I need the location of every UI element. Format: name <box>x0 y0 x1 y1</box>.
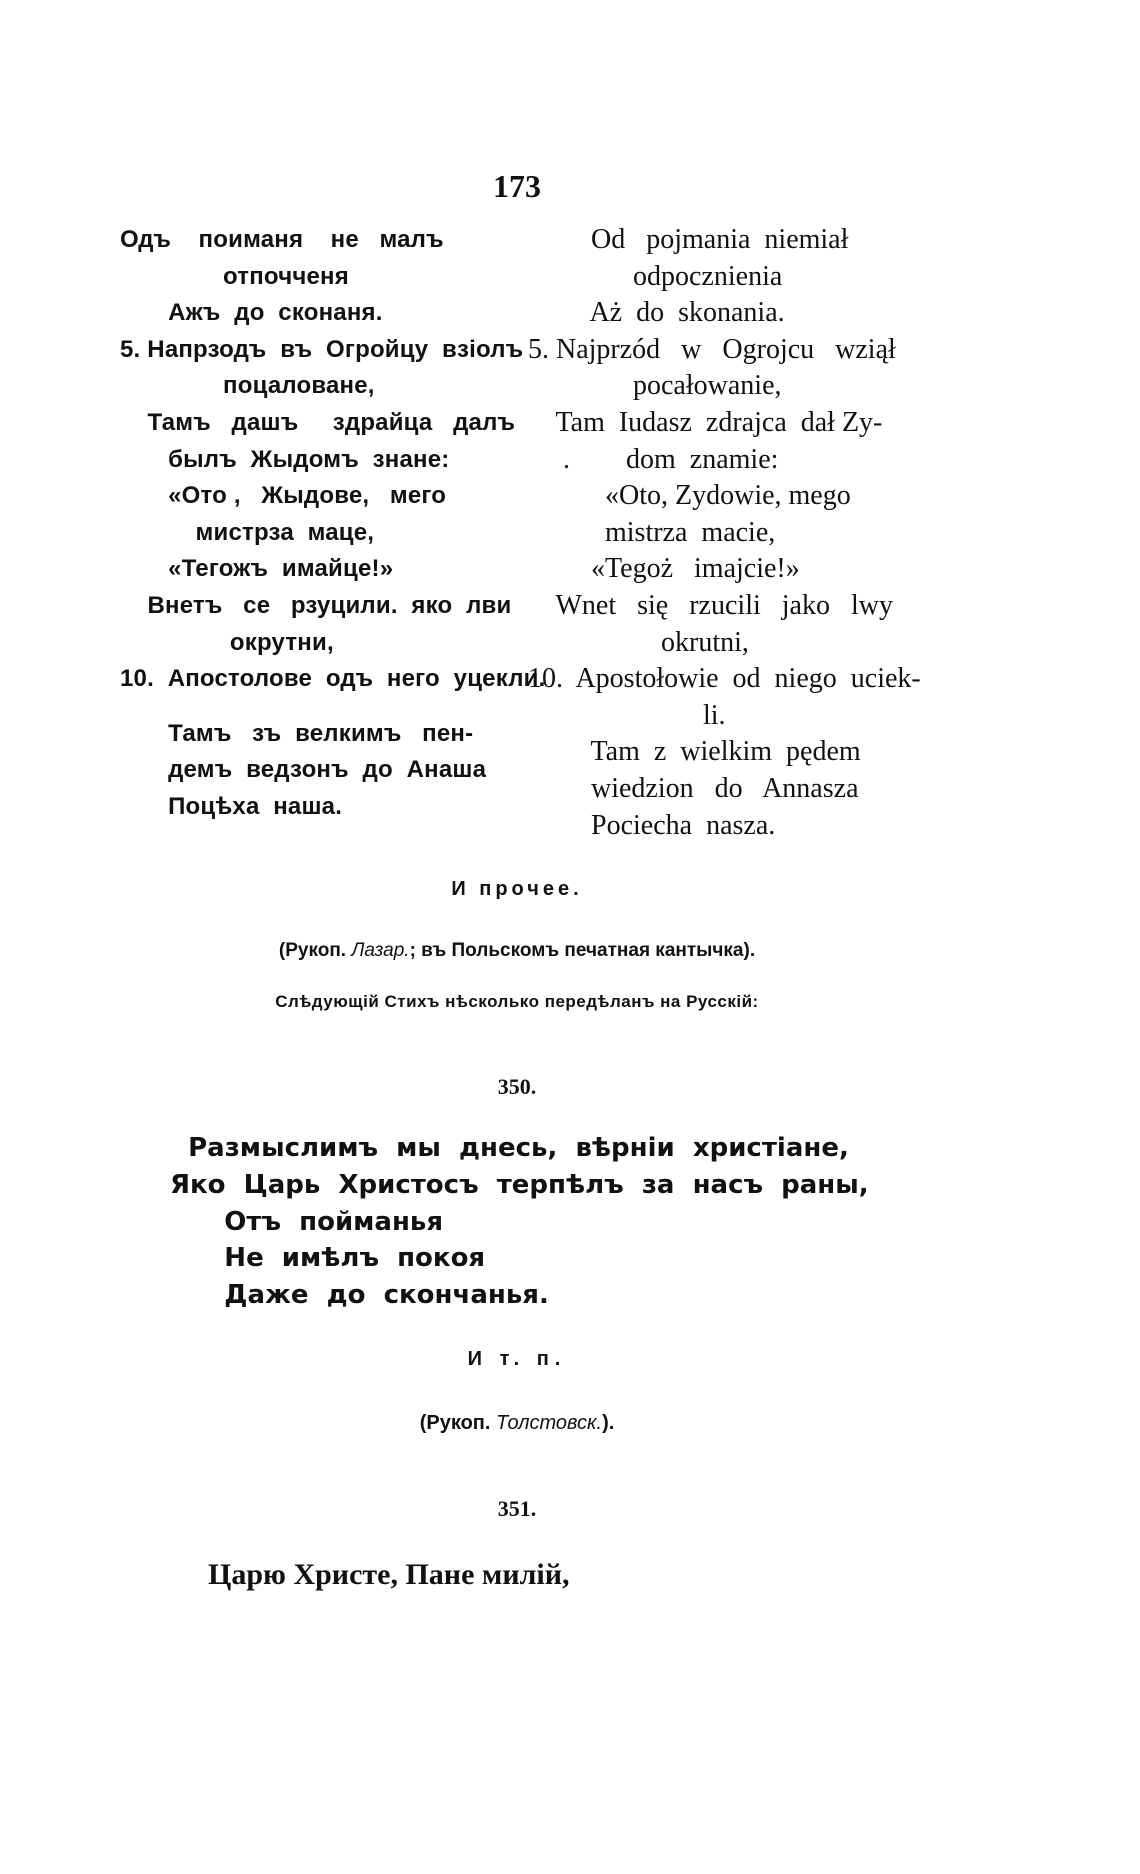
editorial-note: Слѣдующiй Стихъ нѣсколько передѣланъ на Русскiй: <box>275 992 759 1011</box>
russian-verse-line: окрутни, <box>120 628 334 656</box>
polish-verse-line: okrutni, <box>528 626 749 658</box>
polish-verse-line: «Oto, Zydowie, mego <box>528 480 851 512</box>
poem-line: Не имѣлъ покоя <box>170 1243 486 1274</box>
russian-verse-line <box>120 698 520 716</box>
etc-marker: И прочее. <box>451 878 583 900</box>
polish-verse-line: «Tegoż imajcie!» <box>528 553 800 585</box>
polish-column <box>528 222 928 844</box>
russian-verse-line: «Ото , Жыдове, мего <box>120 482 447 510</box>
russian-verse-line: демъ ведзонъ до Анаша <box>120 756 487 784</box>
russian-verse-line: мистрза маце, <box>120 518 375 546</box>
source-citation <box>0 940 1034 962</box>
russian-verse-line: Ажъ до сконаня. <box>120 299 383 327</box>
source-open: (Рукоп. <box>419 1412 496 1434</box>
source-rest: ). <box>602 1412 615 1434</box>
poem-line: Даже до скончанья. <box>170 1280 549 1311</box>
russian-verse-line: 5. Напрзодъ въ Огройцу взiолъ <box>120 335 524 363</box>
etc-marker-2: И т. п. <box>467 1348 567 1370</box>
polish-verse-line: pocałowanie, <box>528 370 782 402</box>
russian-verse-line: Тамъ зъ велкимъ пен- <box>120 719 474 747</box>
polish-verse-line: . dom znamie: <box>528 443 779 475</box>
page-number: 173 <box>493 168 541 204</box>
source-manuscript-name: Лазар. <box>351 940 410 961</box>
source-open: (Рукоп. <box>278 940 352 961</box>
polish-verse-line: 5. Najprzód w Ogrojcu wziął <box>528 333 896 365</box>
polish-verse-line: Tam z wielkim pędem <box>528 736 861 768</box>
russian-verse-line: Поцѣха наша. <box>120 792 343 820</box>
poem-line: Отъ пойманья <box>170 1206 444 1237</box>
poem-number-2: 351. <box>497 1496 537 1521</box>
poem-351-first-line: Царю Христе, Пане милiй, <box>208 1558 570 1591</box>
poem-number: 350. <box>497 1074 537 1099</box>
polish-verse-line: Od pojmania niemiał <box>528 224 849 255</box>
source-rest: ; въ Польскомъ печатная кантычка). <box>409 940 756 961</box>
russian-verse-line: отпочченя <box>120 262 349 290</box>
russian-column <box>120 222 546 826</box>
polish-verse-line: odpocznienia <box>528 260 783 292</box>
poem-line: Размыслимъ мы днесь, вѣрнiи христiане, <box>170 1133 849 1163</box>
russian-verse-line: 10. Апостолове одъ него уцекли. <box>120 665 546 693</box>
russian-verse-line: Одъ поиманя не малъ <box>120 226 444 253</box>
russian-verse-line: Внетъ се рзуцили. яко лви <box>120 591 512 619</box>
polish-verse-line: Pociecha nasza. <box>528 809 776 841</box>
russian-verse-line: Тамъ дашъ здрайца далъ <box>120 408 516 436</box>
polish-verse-line: Aż do skonania. <box>528 297 785 329</box>
poem-line: Яко Царь Христосъ терпѣлъ за насъ раны, <box>170 1169 869 1200</box>
polish-verse-line: Wnet się rzucili jako lwy <box>528 589 893 621</box>
polish-verse-line: li. <box>528 699 726 731</box>
russian-verse-line: поцаловане, <box>120 372 375 400</box>
polish-verse-line: 10. Apostołowie od niego uciek- <box>528 663 921 695</box>
polish-verse-line: Tam Iudasz zdrajca dał Zy- <box>528 406 883 438</box>
poem-350 <box>170 1130 870 1314</box>
source-citation-2 <box>0 1412 1034 1435</box>
polish-verse-line: mistrza macie, <box>528 516 776 548</box>
russian-verse-line: «Тегожъ имайце!» <box>120 555 394 583</box>
source-manuscript-name: Толстовск. <box>495 1412 603 1434</box>
polish-verse-line: wiedzion do Annasza <box>528 772 859 804</box>
russian-verse-line: былъ Жыдомъ знане: <box>120 445 450 473</box>
